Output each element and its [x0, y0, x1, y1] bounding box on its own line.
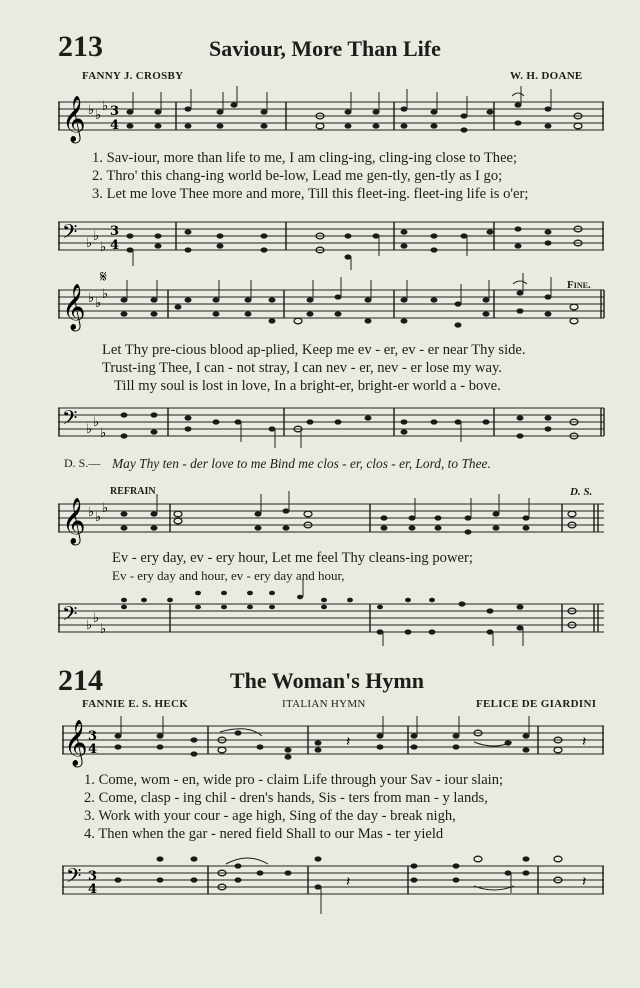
svg-text:♭: ♭	[93, 611, 100, 626]
ds-marking: D. S.	[570, 486, 593, 498]
svg-text:𝄢: 𝄢	[62, 602, 78, 630]
system2-bass-staff	[58, 400, 604, 452]
hymn214-treble-staff	[62, 716, 604, 772]
system2-treble-staff	[58, 267, 604, 334]
svg-text:𝄋: 𝄋	[100, 267, 107, 286]
svg-text:𝄞: 𝄞	[62, 96, 86, 142]
svg-text:4: 4	[110, 238, 120, 253]
hymn-214-verse4: 4. Then when the gar - nered field Shall to our Mas - ter yield	[84, 826, 444, 842]
svg-text:♭: ♭	[95, 510, 102, 525]
svg-text:4: 4	[88, 742, 98, 757]
svg-text:♭: ♭	[95, 296, 102, 311]
hymn-213-s1-verse3: 3. Let me love Thee more and more, Till this fleet-ing. fleet-ing life is o'er;	[92, 186, 529, 202]
svg-text:♭: ♭	[95, 108, 102, 123]
ds-text: May Thy ten - der love to me Bind me clos - er, clos - er, Lord, to Thee.	[112, 456, 491, 471]
svg-text:𝄽: 𝄽	[346, 734, 351, 750]
system1-treble-staff	[58, 88, 604, 150]
svg-text:♭: ♭	[88, 291, 95, 306]
hymn-213-s2-verse1: Let Thy pre-cious blood ap-plied, Keep me ev - er, ev - er near Thy side.	[102, 342, 526, 358]
hymn-214-verse3: 3. Work with your cour - age high, Sing of the day - break nigh,	[84, 808, 456, 824]
system3-bass-staff	[58, 588, 604, 648]
svg-text:𝄢: 𝄢	[62, 220, 78, 248]
svg-text:𝄞: 𝄞	[62, 284, 86, 330]
hymn-213-s2-verse3: Till my soul is lost in love, In a bright-er, bright-er world a - bove.	[114, 378, 501, 394]
hymn214-bass-staff	[62, 846, 604, 916]
svg-text:𝄽: 𝄽	[582, 734, 587, 750]
svg-text:♭: ♭	[93, 229, 100, 244]
svg-text:♭: ♭	[102, 99, 109, 114]
svg-text:𝄢: 𝄢	[66, 864, 82, 892]
svg-text:3: 3	[110, 104, 120, 119]
svg-text:3: 3	[88, 729, 98, 744]
hymn-214-author: FANNIE E. S. HECK	[82, 698, 189, 710]
svg-text:𝄽: 𝄽	[582, 874, 587, 890]
svg-text:𝄞: 𝄞	[62, 498, 86, 544]
hymn-214-composer: FELICE DE GIARDINI	[476, 698, 597, 710]
svg-text:4: 4	[110, 118, 120, 133]
svg-text:𝄞: 𝄞	[64, 720, 88, 766]
ds-label: D. S.—	[64, 456, 101, 470]
svg-text:♭: ♭	[102, 501, 109, 516]
svg-text:♭: ♭	[102, 287, 109, 302]
svg-text:♭: ♭	[100, 240, 107, 255]
hymn-214-verse1: 1. Come, wom - en, wide pro - claim Life through your Sav - iour slain;	[84, 772, 504, 788]
hymn-213-s1-verse2: 2. Thro' this chang-ing world be-low, Lead me gen-tly, gen-tly as I go;	[92, 168, 503, 184]
hymn-213-title: Saviour, More Than Life	[209, 36, 441, 61]
refrain-line1: Ev - ery day, ev - ery hour, Let me feel Thy cleans-ing power;	[112, 550, 473, 566]
svg-text:♭: ♭	[88, 505, 95, 520]
svg-text:♭: ♭	[100, 622, 107, 637]
svg-text:3: 3	[110, 224, 120, 239]
hymn-213-s1-verse1: 1. Sav-iour, more than life to me, I am cling-ing, cling-ing close to Thee;	[92, 150, 518, 166]
hymn-214-tune: ITALIAN HYMN	[282, 698, 366, 710]
system1-bass-staff	[58, 210, 604, 270]
refrain-line2: Ev - ery day and hour, ev - ery day and hour,	[112, 568, 345, 583]
hymn-213-author: FANNY J. CROSBY	[82, 70, 184, 82]
hymn-213-number: 213	[58, 30, 103, 63]
system3-treble-staff	[58, 498, 604, 554]
hymn-214-number: 214	[58, 664, 103, 697]
hymn-214-title: The Woman's Hymn	[230, 668, 424, 693]
hymn-213-s2-verse2: Trust-ing Thee, I can - not stray, I can nev - er, nev - er lose my way.	[102, 360, 502, 376]
svg-text:♭: ♭	[93, 415, 100, 430]
svg-text:𝄢: 𝄢	[62, 406, 78, 434]
hymn-213-composer: W. H. DOANE	[510, 70, 583, 82]
svg-text:4: 4	[88, 882, 98, 897]
svg-text:3: 3	[88, 869, 98, 884]
svg-text:♭: ♭	[88, 103, 95, 118]
svg-text:♭: ♭	[100, 426, 107, 441]
fine-marking: Fine.	[567, 279, 591, 291]
svg-text:♭: ♭	[86, 422, 93, 437]
svg-text:♭: ♭	[86, 236, 93, 251]
svg-text:♭: ♭	[86, 618, 93, 633]
svg-text:𝄽: 𝄽	[346, 874, 351, 890]
refrain-label: REFRAIN	[110, 486, 156, 497]
hymn-214-verse2: 2. Come, clasp - ing chil - dren's hands, Sis - ters from man - y lands,	[84, 790, 488, 806]
